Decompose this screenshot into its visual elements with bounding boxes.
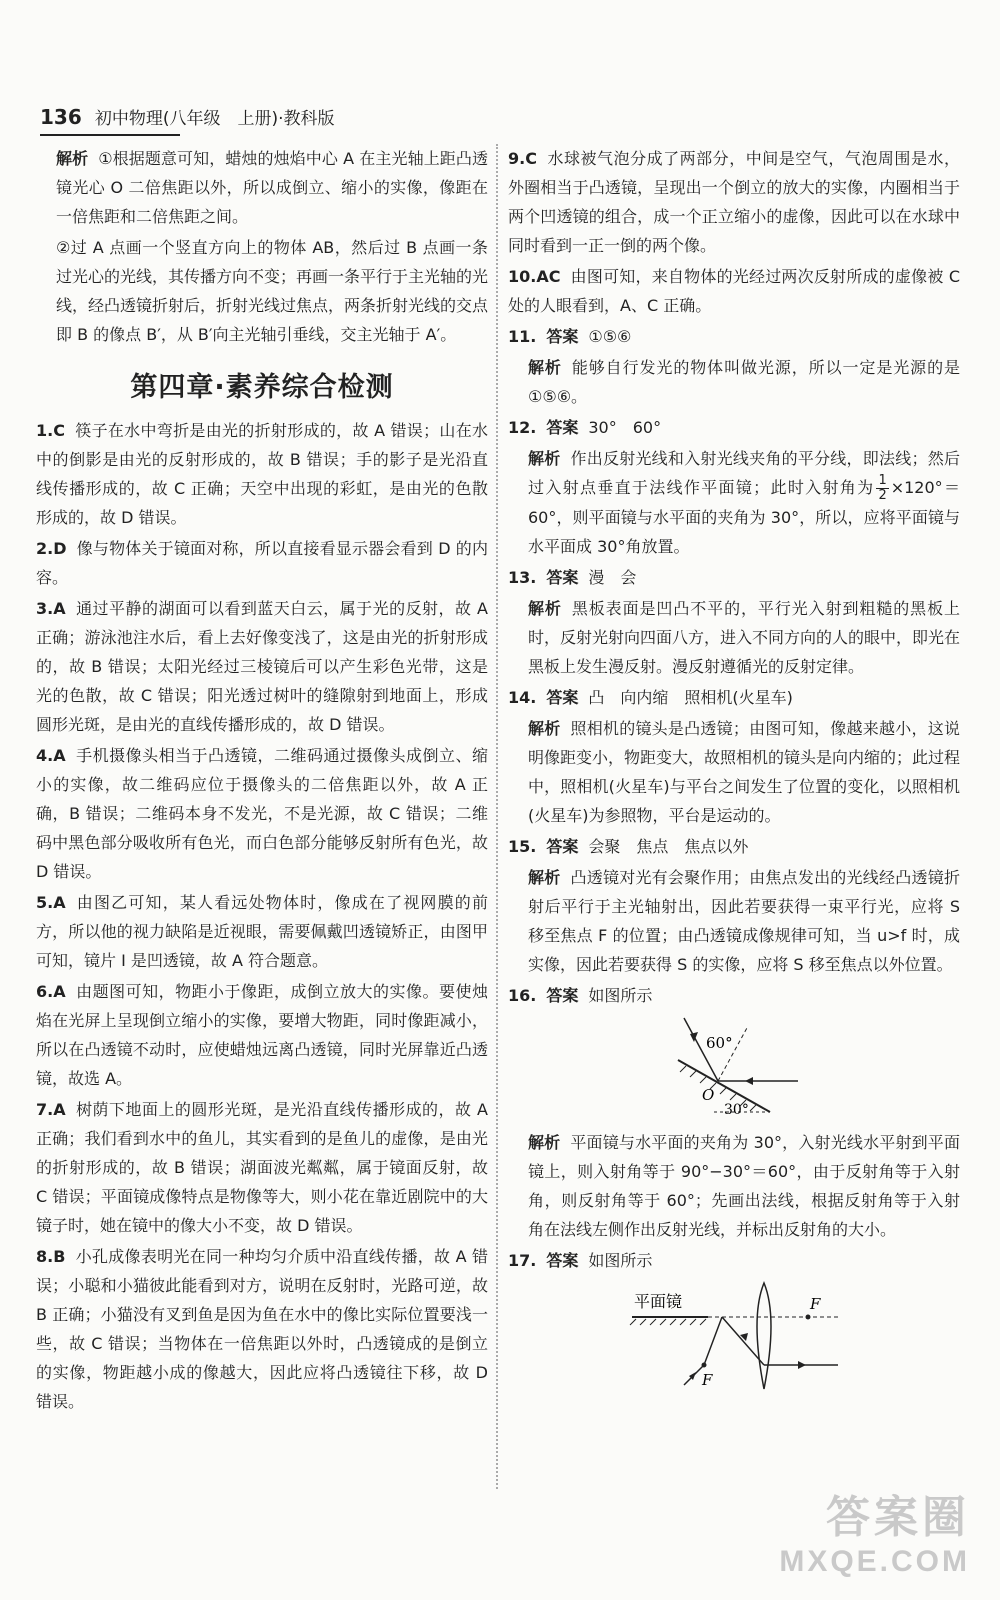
analysis-tag: 解析 xyxy=(528,358,562,377)
book-title: 初中物理(八年级 上册)·教科版 xyxy=(94,109,335,129)
item-text: 由图乙可知，某人看远处物体时，像成在了视网膜的前方，所以他的视力缺陷是近视眼，需要佩戴凹透镜矫正，由图甲可知，镜片 Ⅰ 是凹透镜，故 A 符合题意。 xyxy=(36,893,488,970)
answer-value: 凸 向内缩 照相机(火星车) xyxy=(588,688,793,707)
item-number: 17. xyxy=(508,1251,537,1270)
analysis-text-a: 作出反射光线和入射光线夹角的平分线，即法线；然后过入射点垂直于法线作平面镜；此时入射角为 xyxy=(528,449,960,497)
analysis-16 xyxy=(508,1128,960,1244)
answer-item-16 xyxy=(508,981,960,1010)
page-header xyxy=(40,104,960,134)
answer-tag: 答案 xyxy=(546,568,579,587)
right-column xyxy=(508,144,960,1403)
analysis-text-b: ×120°＝60°，则平面镜与水平面的夹角为 30°，所以，应将平面镜与水平面成 30°角放置。 xyxy=(528,478,960,556)
item-text: 像与物体关于镜面对称，所以直接看显示器会看到 D 的内容。 xyxy=(36,539,488,587)
analysis-tag: 解析 xyxy=(528,719,561,738)
focal-label-left: F xyxy=(702,1371,713,1389)
reflection-diagram xyxy=(508,1016,960,1120)
item-text: 通过平静的湖面可以看到蓝天白云，属于光的反射，故 A 正确；游泳池注水后，看上去好像变浅了，这是由光的折射形成的，故 B 错误；太阳光经过三棱镜后可以产生彩色光带，这是光的色散，故 C 错误；阳光透过树叶的缝隙射到地面上，形成圆形光斑，是由光的直线传播形成的，故 D 错误。 xyxy=(36,599,488,734)
answer-tag: 答案 xyxy=(546,327,579,346)
item-number: 1.C xyxy=(36,421,65,440)
item-text: 筷子在水中弯折是由光的折射形成的，故 A 错误；山在水中的倒影是由光的反射形成的，故 B 错误；手的影子是光沿直线传播形成的，故 C 正确；天空中出现的彩虹，是由光的色散形成的，故 D 错误。 xyxy=(36,421,488,527)
lens-diagram xyxy=(508,1281,960,1395)
answer-value: 漫 会 xyxy=(588,568,637,587)
analysis-15 xyxy=(508,863,960,979)
item-text: 由题图可知，物距小于像距，成倒立放大的实像。要使烛焰在光屏上呈现倒立缩小的实像，要增大物距，同时像距减小，所以在凸透镜不动时，应使蜡烛远离凸透镜，同时光屏靠近凸透镜，故选 A。 xyxy=(36,982,488,1088)
item-number: 14. xyxy=(508,688,537,707)
answer-item-4 xyxy=(36,741,488,886)
item-number: 9.C xyxy=(508,149,537,168)
item-text: 水球被气泡分成了两部分，中间是空气，气泡周围是水，外圈相当于凸透镜，呈现出一个倒立的放大的实像，内圈相当于两个凹透镜的组合，成一个正立缩小的虚像，因此可以在水球中同时看到一正一倒的两个像。 xyxy=(508,149,960,255)
fraction-numerator: 1 xyxy=(878,473,887,488)
answer-item-17 xyxy=(508,1246,960,1275)
intro-paragraph-2: ②过 A 点画一个竖直方向上的物体 AB，然后过 B 点画一条过光心的光线，其传播方向不变；再画一条平行于主光轴的光线，经凸透镜折射后，折射光线过焦点，两条折射光线的交点即 B 的像点 B′，从 B′向主光轴引垂线，交主光轴于 A′。 xyxy=(56,238,489,344)
answer-value: 会聚 焦点 焦点以外 xyxy=(588,837,749,856)
item-text: 手机摄像头相当于凸透镜，二维码通过摄像头成倒立、缩小的实像，故二维码应位于摄像头的二倍焦距以外，故 A 正确，B 错误；二维码本身不发光，不是光源，故 C 错误；二维码中黑色部分吸收所有色光，而白色部分能够反射所有色光，故 D 错误。 xyxy=(36,746,488,881)
analysis-text: 平面镜与水平面的夹角为 30°，入射光线水平射到平面镜上，则入射角等于 90°−30°＝60°，由于反射角等于入射角，则反射角等于 60°；先画出法线，根据反射角等于入射角在法线左侧作出反射光线，并标出反射角的大小。 xyxy=(528,1133,960,1239)
analysis-tag: 解析 xyxy=(528,868,561,887)
item-number: 15. xyxy=(508,837,537,856)
item-text: 小孔成像表明光在同一种均匀介质中沿直线传播，故 A 错误；小聪和小猫彼此能看到对方，说明在反射时，光路可逆，故 B 正确；小猫没有叉到鱼是因为鱼在水中的像比实际位置要浅一些，故 C 错误；当物体在一倍焦距以外时，凸透镜成的是倒立的实像，物距越小成的像越大，因此应将凸透镜往下移，故 D 错误。 xyxy=(36,1247,488,1411)
chapter-title: 第四章·素养综合检测 xyxy=(130,372,394,403)
answer-tag: 答案 xyxy=(546,986,579,1005)
focal-point-right xyxy=(806,1315,811,1320)
page-number: 136 xyxy=(40,105,82,129)
analysis-12 xyxy=(508,444,960,561)
plane-mirror-hatching xyxy=(630,1319,706,1325)
answer-tag: 答案 xyxy=(546,837,579,856)
ray-to-mirror xyxy=(704,1317,722,1365)
analysis-11 xyxy=(508,353,960,411)
item-number: 13. xyxy=(508,568,537,587)
column-divider xyxy=(496,144,498,1489)
analysis-text: 照相机的镜头是凸透镜；由图可知，像越来越小，这说明像距变小，物距变大，故照相机的镜头是向内缩的；此过程中，照相机(火星车)与平台之间发生了位置的变化，以照相机(火星车)为参照物，平台是运动的。 xyxy=(528,719,961,825)
analysis-text: 黑板表面是凹凸不平的，平行光入射到粗糙的黑板上时，反射光射向四面八方，进入不同方向的人的眼中，即光在黑板上发生漫反射。漫反射遵循光的反射定律。 xyxy=(528,599,961,676)
analysis-text: 能够自行发光的物体叫做光源，所以一定是光源的是①⑤⑥。 xyxy=(528,358,960,406)
point-label-o: O xyxy=(702,1086,715,1104)
analysis-tag: 解析 xyxy=(528,1133,561,1152)
answer-value: 30° 60° xyxy=(588,418,662,437)
item-number: 3.A xyxy=(36,599,66,618)
answer-item-13 xyxy=(508,563,960,592)
item-number: 7.A xyxy=(36,1100,66,1119)
answer-tag: 答案 xyxy=(546,1251,579,1270)
answer-item-14 xyxy=(508,683,960,712)
angle-label-60: 60° xyxy=(706,1034,733,1052)
fraction-denominator: 2 xyxy=(878,488,887,503)
reflection-diagram-svg xyxy=(508,1016,960,1116)
answer-value: 如图所示 xyxy=(588,1251,653,1270)
answer-item-8 xyxy=(36,1242,488,1416)
refracted-arrow xyxy=(798,1361,806,1369)
answer-item-3 xyxy=(36,594,488,739)
watermark-line-1: 答案圈 xyxy=(826,1493,970,1542)
watermark-line-2: MXQE.COM xyxy=(779,1545,970,1578)
item-number: 4.A xyxy=(36,746,66,765)
header-rule xyxy=(40,134,180,136)
analysis-tag: 解析 xyxy=(56,149,89,168)
item-number: 5.A xyxy=(36,893,66,912)
item-number: 11. xyxy=(508,327,537,346)
answer-tag: 答案 xyxy=(546,688,579,707)
answer-value: 如图所示 xyxy=(588,986,653,1005)
answer-item-15 xyxy=(508,832,960,861)
answer-item-2 xyxy=(36,534,488,592)
item-number: 8.B xyxy=(36,1247,66,1266)
answer-item-1 xyxy=(36,416,488,532)
answer-value: ①⑤⑥ xyxy=(588,327,632,346)
answer-item-10 xyxy=(508,262,960,320)
item-number: 6.A xyxy=(36,982,66,1001)
answer-item-5 xyxy=(36,888,488,975)
left-column xyxy=(36,144,488,1418)
intro-text-1: ①根据题意可知，蜡烛的烛焰中心 A 在主光轴上距凸透镜光心 O 二倍焦距以外，所以成倒立、缩小的实像，像距在一倍焦距和二倍焦距之间。 xyxy=(56,149,488,226)
incident-arrow xyxy=(745,1077,753,1085)
item-number: 10.AC xyxy=(508,267,561,286)
analysis-13 xyxy=(508,594,960,681)
intro-paragraph-1 xyxy=(36,144,488,231)
answer-item-9 xyxy=(508,144,960,260)
lens-diagram-svg xyxy=(508,1281,960,1391)
item-number: 12. xyxy=(508,418,537,437)
mirror-label: 平面镜 xyxy=(634,1292,683,1311)
item-number: 2.D xyxy=(36,539,67,558)
watermark xyxy=(750,1492,970,1592)
answer-item-7 xyxy=(36,1095,488,1240)
answer-item-6 xyxy=(36,977,488,1093)
analysis-tag: 解析 xyxy=(528,599,562,618)
answer-tag: 答案 xyxy=(546,418,579,437)
answer-item-12 xyxy=(508,413,960,442)
item-text: 树荫下地面上的圆形光斑，是光沿直线传播形成的，故 A 正确；我们看到水中的鱼儿，其实看到的是鱼儿的虚像，是由光的折射形成的，故 B 错误；湖面波光粼粼，属于镜面反射，故 C 错误；平面镜成像特点是物像等大，则小花在靠近剧院中的大镜子时，她在镜中的像大小不变，故 D 错误。 xyxy=(36,1100,488,1235)
focal-label-right: F xyxy=(810,1295,821,1313)
analysis-text: 凸透镜对光有会聚作用；由焦点发出的光线经凸透镜折射后平行于主光轴射出，因此若要获得一束平行光，应将 S 移至焦点 F 的位置；由凸透镜成像规律可知，当 u>f 时，成实像，因此若要获得 S 的实像，应将 S 移至焦点以外位置。 xyxy=(528,868,960,974)
item-text: 由图可知，来自物体的光经过两次反射所成的虚像被 C 处的人眼看到，A、C 正确。 xyxy=(508,267,960,315)
item-number: 16. xyxy=(508,986,537,1005)
convex-lens xyxy=(757,1283,771,1389)
answer-item-11 xyxy=(508,322,960,351)
angle-label-30: 30° xyxy=(724,1102,749,1116)
analysis-tag: 解析 xyxy=(528,449,561,468)
analysis-14 xyxy=(508,714,960,830)
fraction-one-half xyxy=(876,474,888,503)
